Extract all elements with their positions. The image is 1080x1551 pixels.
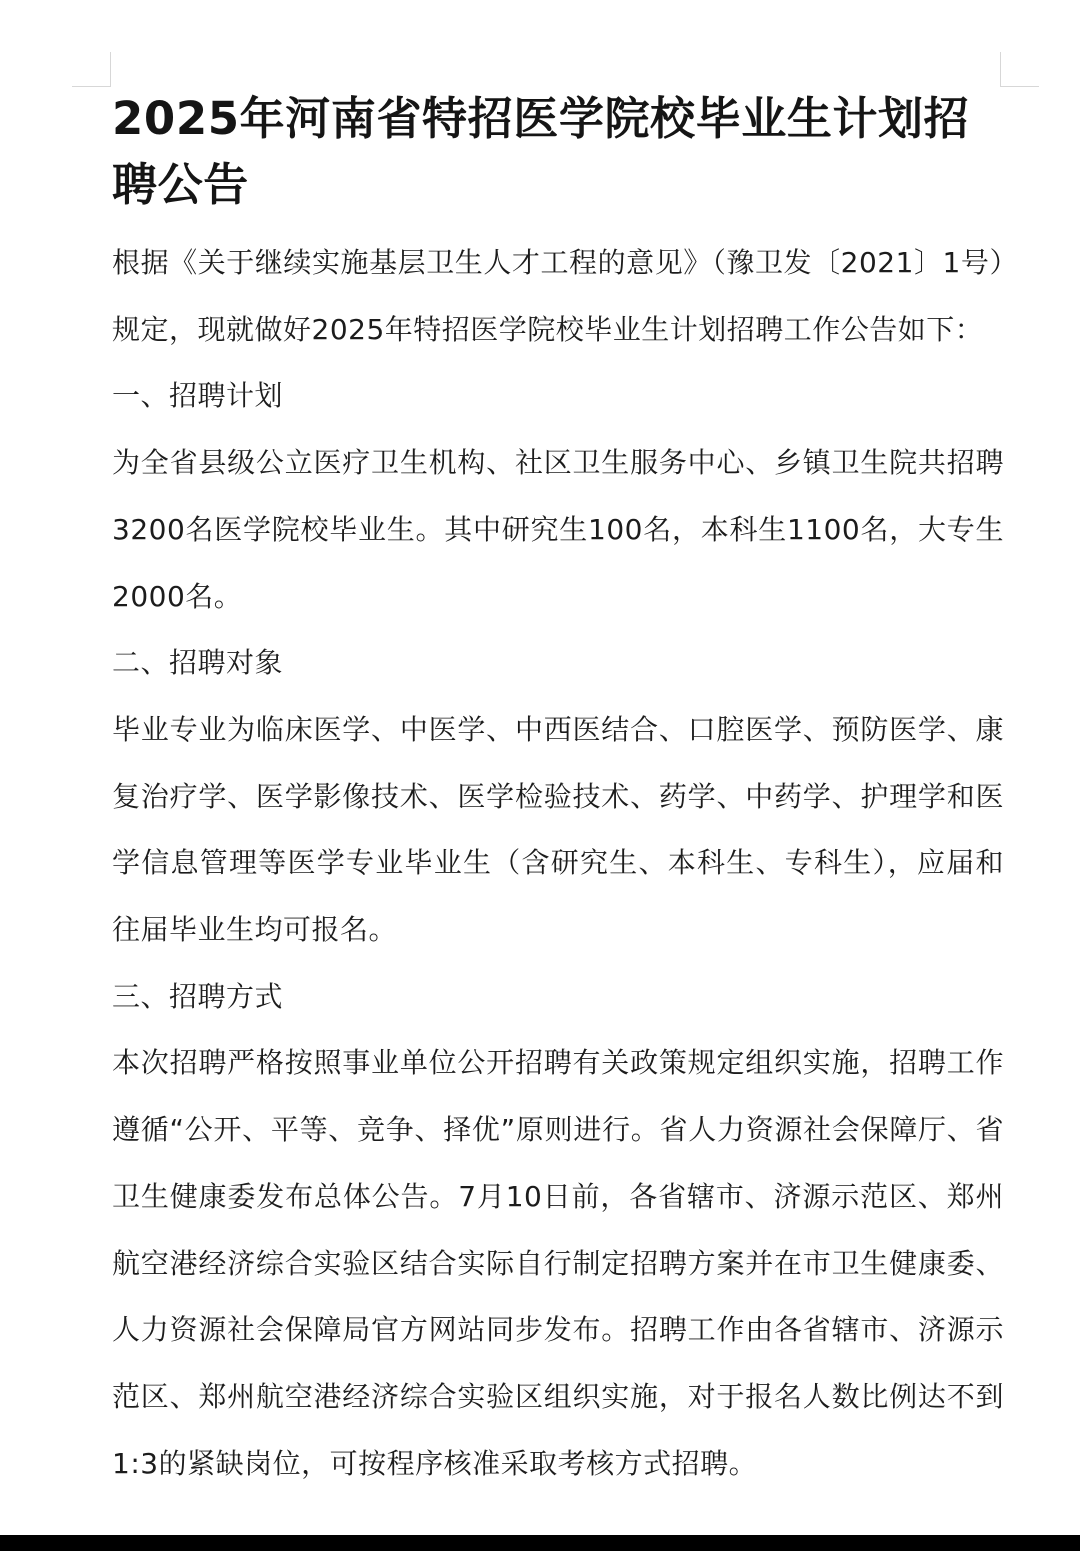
page-corner-mark-right (1000, 52, 1039, 87)
section-heading-target: 二、招聘对象 (112, 646, 284, 680)
section-body-target: 毕业专业为临床医学、中医学、中西医结合、口腔医学、预防医学、康复治疗学、医学影像技术、医学检验技术、药学、中药学、护理学和医学信息管理等医学专业毕业生（含研究生、本科生、专科生），应届和往届毕业生均可报名。 (112, 712, 1004, 947)
intro-paragraph: 根据《关于继续实施基层卫生人才工程的意见》（豫卫发〔2021〕1号）规定，现就做好2025年特招医学院校毕业生计划招聘工作公告如下： (112, 246, 1004, 346)
document-body (112, 230, 1004, 1497)
document-title: 2025年河南省特招医学院校毕业生计划招聘公告 (112, 92, 970, 211)
screen-bottom-edge (0, 1535, 1080, 1551)
section-heading-method: 三、招聘方式 (112, 979, 284, 1013)
section-body-plan: 为全省县级公立医疗卫生机构、社区卫生服务中心、乡镇卫生院共招聘3200名医学院校毕业生。其中研究生100名，本科生1100名，大专生2000名。 (112, 446, 1004, 613)
page-corner-mark-left (72, 52, 111, 87)
section-body-method: 本次招聘严格按照事业单位公开招聘有关政策规定组织实施，招聘工作遵循“公开、平等、竞争、择优”原则进行。省人力资源社会保障厅、省卫生健康委发布总体公告。7月10日前，各省辖市、济源示范区、郑州航空港经济综合实验区结合实际自行制定招聘方案并在市卫生健康委、人力资源社会保障局官方网站同步发布。招聘工作由各省辖市、济源示范区、郑州航空港经济综合实验区组织实施，对于报名人数比例达不到1:3的紧缺岗位，可按程序核准采取考核方式招聘。 (112, 1046, 1004, 1480)
document-content (112, 86, 1004, 1497)
section-heading-plan: 一、招聘计划 (112, 379, 284, 413)
